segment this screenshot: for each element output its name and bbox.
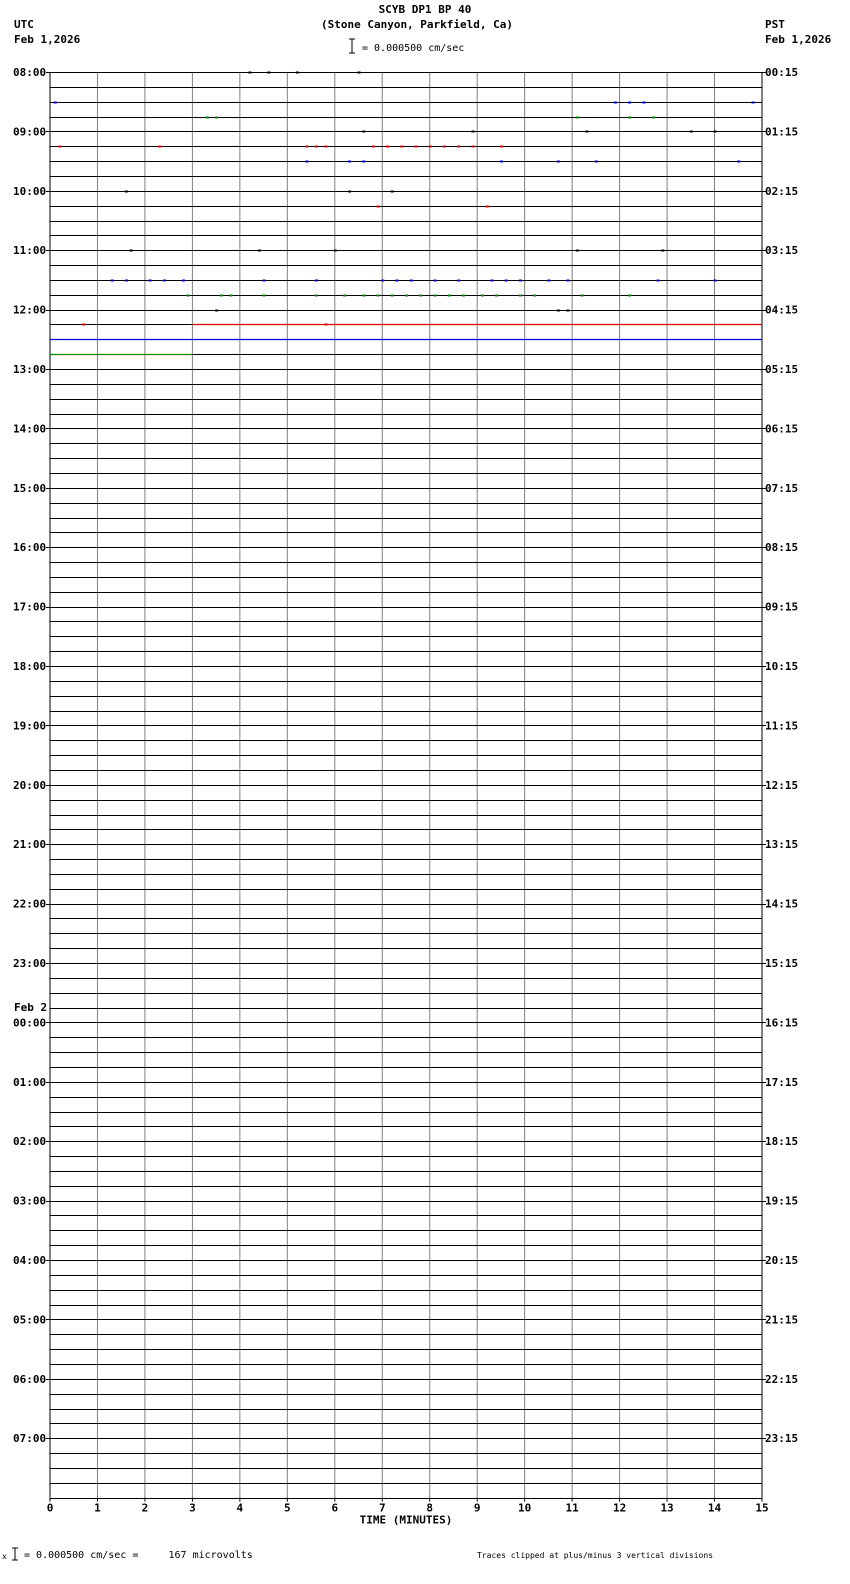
trace-activity-mark: [386, 146, 389, 148]
trace-activity-mark: [391, 295, 394, 297]
trace-activity-mark: [628, 295, 631, 297]
utc-hour-label: 11:00: [13, 244, 47, 258]
trace-activity-mark: [500, 146, 503, 148]
x-tick-label: 13: [660, 1501, 674, 1515]
utc-hour-label: 06:00: [13, 1372, 47, 1386]
trace-activity-mark: [410, 280, 413, 282]
right-timezone: PST: [765, 18, 785, 31]
trace-activity-mark: [495, 295, 498, 297]
x-tick-label: 0: [46, 1501, 54, 1515]
trace-activity-mark: [149, 280, 152, 282]
trace-activity-mark: [348, 191, 351, 193]
trace-activity-mark: [690, 131, 693, 133]
trace-activity-mark: [628, 102, 631, 104]
trace-activity-mark: [215, 310, 218, 312]
trace-activity-mark: [305, 161, 308, 163]
trace-activity-mark: [581, 295, 584, 297]
trace-activity-mark: [343, 295, 346, 297]
pst-hour-label: 00:15: [765, 66, 799, 79]
utc-hour-label: 09:00: [13, 125, 47, 139]
trace-activity-mark: [206, 117, 209, 119]
trace-activity-mark: [400, 146, 403, 148]
trace-activity-mark: [576, 117, 579, 119]
trace-activity-mark: [315, 146, 318, 148]
trace-activity-mark: [377, 295, 380, 297]
trace-activity-mark: [661, 250, 664, 252]
trace-activity-mark: [362, 131, 365, 133]
x-axis-label: TIME (MINUTES): [359, 1513, 453, 1527]
chart-subtitle: (Stone Canyon, Parkfield, Ca): [320, 18, 514, 31]
trace-activity-mark: [182, 280, 185, 282]
trace-activity-mark: [576, 250, 579, 252]
trace-activity-mark: [614, 102, 617, 104]
trace-activity-mark: [296, 72, 299, 74]
trace-activity-mark: [448, 295, 451, 297]
trace-activity-mark: [158, 146, 161, 148]
x-tick-label: 14: [707, 1501, 722, 1515]
x-tick-label: 6: [331, 1501, 339, 1515]
amplitude-scale-bar: [349, 39, 355, 53]
utc-hour-label: 07:00: [13, 1432, 47, 1446]
right-date: Feb 1,2026: [765, 33, 832, 46]
trace-activity-mark: [471, 146, 474, 148]
trace-activity-mark: [358, 72, 361, 74]
pst-hour-label: 17:15: [765, 1075, 799, 1089]
utc-hour-label: 23:00: [13, 957, 47, 970]
trace-activity-mark: [533, 295, 536, 297]
trace-activity-mark: [362, 161, 365, 163]
trace-activity-mark: [229, 295, 232, 297]
trace-activity-mark: [82, 324, 85, 326]
trace-activity-mark: [490, 280, 493, 282]
utc-hour-label: 10:00: [13, 184, 47, 198]
pst-hour-label: 20:15: [765, 1254, 799, 1267]
x-tick-label: 3: [189, 1501, 196, 1515]
pst-hour-label: 23:15: [765, 1432, 799, 1446]
trace-activity-mark: [391, 191, 394, 193]
trace-activity-mark: [334, 250, 337, 252]
trace-activity-mark: [547, 280, 550, 282]
pst-hour-label: 08:15: [765, 541, 799, 555]
trace-activity-mark: [263, 295, 266, 297]
trace-activity-mark: [130, 250, 133, 252]
trace-activity-mark: [414, 146, 417, 148]
pst-hour-label: 18:15: [765, 1135, 799, 1149]
footer-scale-bar: [12, 1548, 18, 1560]
trace-activity-mark: [714, 131, 717, 133]
utc-hour-label: 17:00: [13, 600, 47, 614]
footer-corner-mark: x: [2, 1552, 7, 1561]
x-tick-label: 5: [284, 1501, 291, 1515]
trace-activity-mark: [737, 161, 740, 163]
trace-activity-mark: [595, 161, 598, 163]
trace-activity-mark: [457, 280, 460, 282]
trace-activity-mark: [443, 146, 446, 148]
utc-hour-label: 05:00: [13, 1313, 47, 1327]
pst-hour-label: 01:15: [765, 125, 799, 139]
trace-activity-mark: [566, 310, 569, 312]
trace-activity-mark: [324, 324, 327, 326]
trace-activity-mark: [187, 295, 190, 297]
trace-activity-mark: [585, 131, 588, 133]
trace-activity-mark: [248, 72, 251, 74]
trace-activity-mark: [752, 102, 755, 104]
utc-hour-label: 22:00: [13, 897, 47, 911]
trace-activity-mark: [362, 295, 365, 297]
x-tick-label: 8: [426, 1501, 434, 1515]
trace-activity-mark: [267, 72, 270, 74]
x-tick-label: 9: [473, 1501, 481, 1515]
utc-hour-label: 12:00: [13, 303, 47, 317]
trace-activity-mark: [519, 280, 522, 282]
trace-activity-mark: [305, 146, 308, 148]
pst-hour-label: 10:15: [765, 660, 799, 673]
pst-hour-label: 13:15: [765, 838, 799, 852]
x-tick-label: 11: [565, 1501, 579, 1515]
chart-title: SCYB DP1 BP 40: [378, 3, 472, 16]
trace-activity-mark: [377, 206, 380, 208]
scale-label: = 0.000500 cm/sec: [362, 43, 465, 54]
trace-activity-mark: [54, 102, 57, 104]
trace-activity-mark: [557, 161, 560, 163]
pst-hour-label: 09:15: [765, 600, 799, 614]
trace-activity-mark: [315, 280, 318, 282]
utc-hour-label: 18:00: [13, 660, 47, 673]
pst-hour-label: 03:15: [765, 244, 799, 258]
x-tick-label: 4: [236, 1501, 244, 1515]
pst-hour-label: 07:15: [765, 481, 799, 495]
utc-hour-label: 01:00: [13, 1075, 47, 1089]
pst-hour-label: 12:15: [765, 778, 799, 792]
trace-activity-mark: [111, 280, 114, 282]
trace-activity-mark: [486, 206, 489, 208]
x-tick-label: 2: [141, 1501, 149, 1515]
trace-activity-mark: [505, 280, 508, 282]
trace-activity-mark: [429, 146, 432, 148]
utc-hour-label: 03:00: [13, 1194, 47, 1208]
pst-hour-label: 21:15: [765, 1313, 799, 1327]
trace-activity-mark: [125, 191, 128, 193]
trace-activity-mark: [642, 102, 645, 104]
trace-activity-mark: [258, 250, 261, 252]
trace-activity-mark: [566, 280, 569, 282]
pst-hour-label: 16:15: [765, 1016, 799, 1030]
trace-activity-mark: [519, 295, 522, 297]
trace-activity-mark: [481, 295, 484, 297]
x-tick-label: 12: [612, 1501, 627, 1515]
trace-activity-mark: [433, 280, 436, 282]
trace-activity-mark: [433, 295, 436, 297]
trace-activity-mark: [471, 131, 474, 133]
trace-activity-mark: [628, 117, 631, 119]
utc-hour-label: 16:00: [13, 541, 47, 555]
x-tick-label: 1: [94, 1501, 101, 1515]
trace-activity-mark: [58, 146, 61, 148]
utc-hour-label: 15:00: [13, 481, 47, 495]
trace-activity-mark: [324, 146, 327, 148]
date-change-label: Feb 2: [14, 1001, 48, 1014]
trace-activity-mark: [714, 280, 717, 282]
trace-activity-mark: [220, 295, 223, 297]
x-tick-label: 10: [518, 1501, 532, 1515]
pst-hour-label: 15:15: [765, 957, 799, 970]
trace-activity-mark: [215, 117, 218, 119]
x-tick-label: 7: [378, 1501, 386, 1515]
utc-hour-label: 13:00: [13, 363, 47, 376]
x-tick-label: 15: [755, 1501, 769, 1515]
utc-hour-label: 00:00: [13, 1016, 47, 1030]
pst-hour-label: 02:15: [765, 184, 799, 198]
pst-hour-label: 14:15: [765, 897, 799, 911]
trace-activity-mark: [125, 280, 128, 282]
trace-activity-mark: [457, 146, 460, 148]
trace-activity-mark: [500, 161, 503, 163]
trace-activity-mark: [163, 280, 166, 282]
trace-activity-mark: [657, 280, 660, 282]
left-date: Feb 1,2026: [14, 33, 81, 46]
utc-hour-label: 08:00: [13, 66, 47, 79]
pst-hour-label: 05:15: [765, 363, 799, 376]
utc-hour-label: 20:00: [13, 778, 47, 792]
trace-activity-mark: [419, 295, 422, 297]
pst-hour-label: 06:15: [765, 422, 799, 436]
left-timezone: UTC: [14, 18, 34, 31]
trace-activity-mark: [372, 146, 375, 148]
utc-hour-label: 19:00: [13, 719, 47, 733]
trace-activity-mark: [381, 280, 384, 282]
pst-hour-label: 22:15: [765, 1372, 799, 1386]
pst-hour-label: 04:15: [765, 303, 799, 317]
utc-hour-label: 04:00: [13, 1254, 47, 1267]
trace-activity-mark: [315, 295, 318, 297]
utc-hour-label: 14:00: [13, 422, 47, 436]
footer-scale-note: = 0.000500 cm/sec = 167 microvolts: [24, 1550, 253, 1561]
trace-activity-mark: [263, 280, 266, 282]
trace-activity-mark: [557, 310, 560, 312]
trace-activity-mark: [652, 117, 655, 119]
footer-clip-note: Traces clipped at plus/minus 3 vertical divisions: [477, 1551, 714, 1560]
trace-activity-mark: [462, 295, 465, 297]
trace-activity-mark: [405, 295, 408, 297]
utc-hour-label: 21:00: [13, 838, 47, 852]
utc-hour-label: 02:00: [13, 1135, 47, 1149]
pst-hour-label: 19:15: [765, 1194, 799, 1208]
trace-activity-mark: [396, 280, 399, 282]
trace-activity-mark: [348, 161, 351, 163]
pst-hour-label: 11:15: [765, 719, 799, 733]
